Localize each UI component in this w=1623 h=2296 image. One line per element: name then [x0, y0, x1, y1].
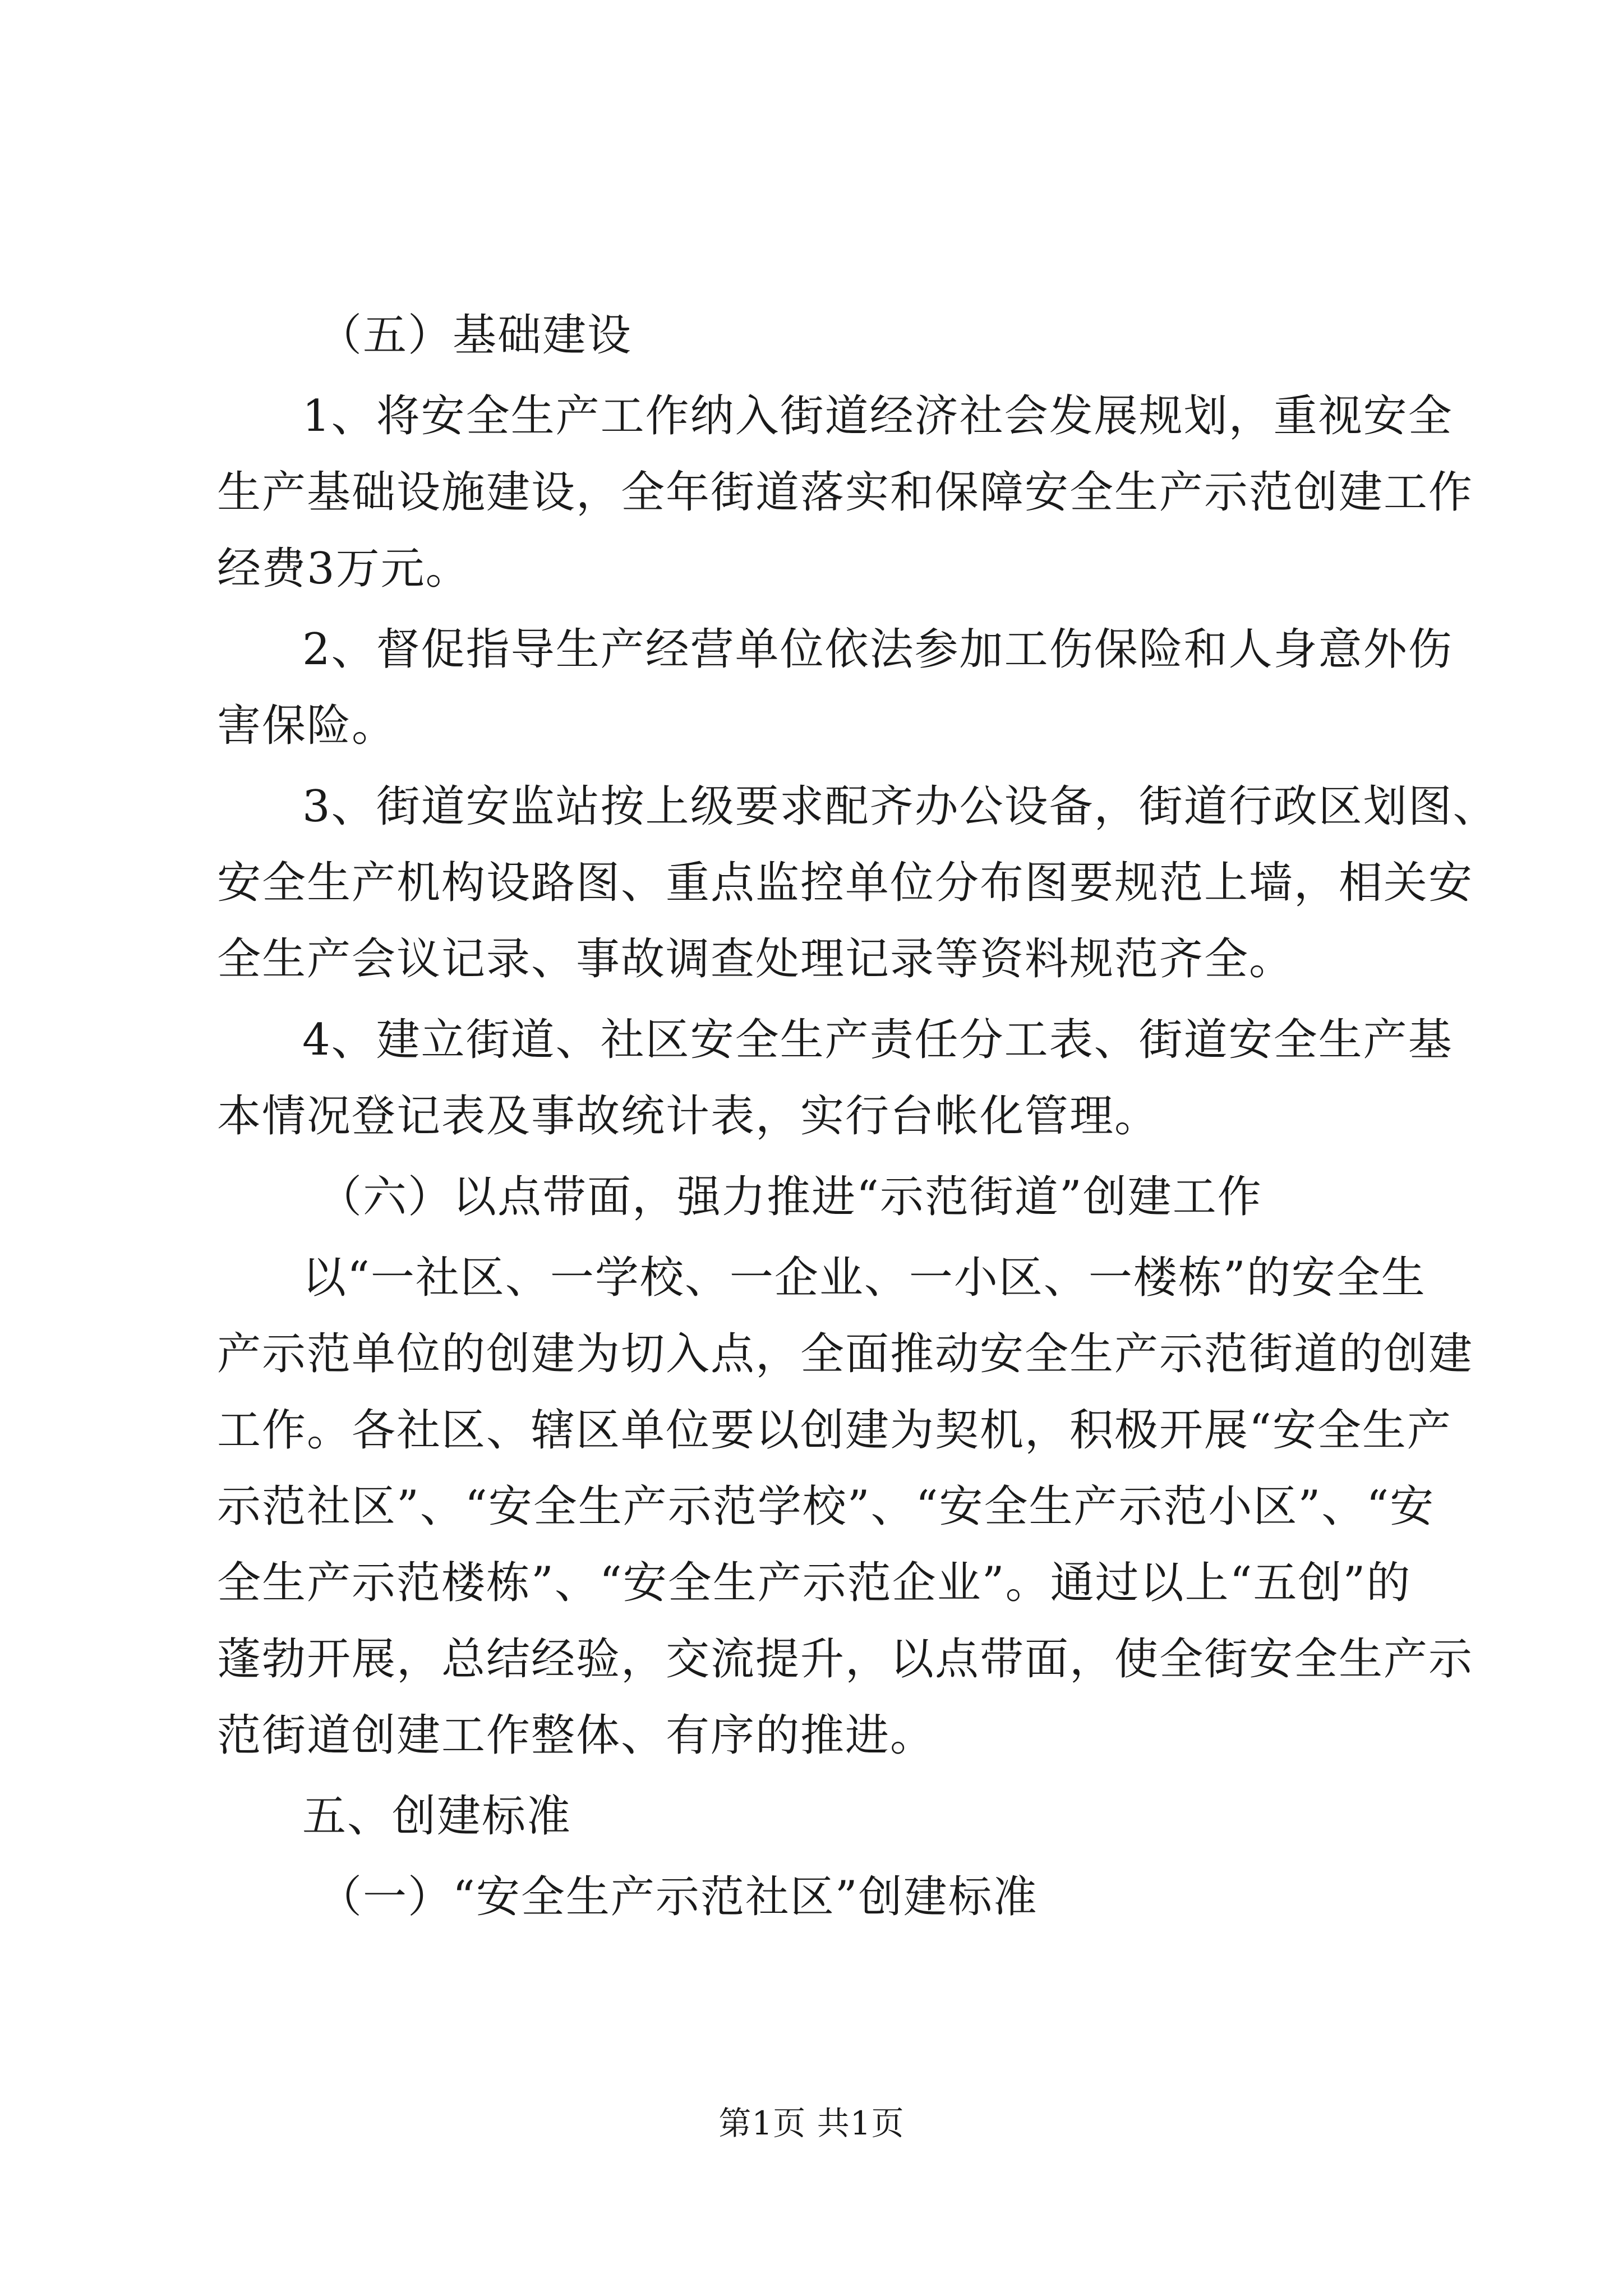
paragraph-1-line-2: 生产基础设施建设，全年街道落实和保障安全生产示范创建工作 — [217, 467, 1474, 518]
section-heading-infrastructure: （五）基础建设 — [318, 310, 633, 361]
paragraph-5-line-7: 范街道创建工作整体、有序的推进。 — [217, 1710, 935, 1761]
paragraph-5-line-5: 全生产示范楼栋”、“安全生产示范企业”。通过以上“五创”的 — [217, 1558, 1412, 1608]
paragraph-3-line-1: 3、街道安监站按上级要求配齐办公设备，街道行政区划图、 — [302, 781, 1498, 832]
paragraph-5-line-1: 以“一社区、一学校、一企业、一小区、一楼栋”的安全生 — [302, 1253, 1426, 1303]
paragraph-1-line-1: 1、将安全生产工作纳入街道经济社会发展规划，重视安全 — [302, 391, 1453, 441]
document-body — [217, 297, 1498, 1935]
paragraph-1-line-3: 经费3万元。 — [217, 544, 471, 594]
paragraph-4-line-1: 4、建立街道、社区安全生产责任分工表、街道安全生产基 — [302, 1015, 1453, 1065]
page-footer: 第1页 共1页 — [718, 2104, 905, 2142]
paragraph-5-line-4: 示范社区”、“安全生产示范学校”、“安全生产示范小区”、“安 — [217, 1481, 1435, 1532]
section-heading-standards: 五、创建标准 — [302, 1791, 572, 1842]
subsection-heading-community-standard: （一）“安全生产示范社区”创建标准 — [318, 1872, 1038, 1922]
paragraph-5-line-2: 产示范单位的创建为切入点，全面推动安全生产示范街道的创建 — [217, 1329, 1474, 1379]
paragraph-2-line-1: 2、督促指导生产经营单位依法参加工伤保险和人身意外伤 — [302, 624, 1453, 675]
paragraph-3-line-2: 安全生产机构设路图、重点监控单位分布图要规范上墙，相关安 — [217, 858, 1474, 908]
paragraph-4-line-2: 本情况登记表及事故统计表，实行台帐化管理。 — [217, 1091, 1160, 1142]
paragraph-5-line-3: 工作。各社区、辖区单位要以创建为契机，积极开展“安全生产 — [217, 1405, 1452, 1456]
paragraph-5-line-6: 蓬勃开展，总结经验，交流提升，以点带面，使全街安全生产示 — [217, 1634, 1474, 1685]
section-heading-demonstration: （六）以点带面，强力推进“示范街道”创建工作 — [318, 1172, 1262, 1222]
paragraph-3-line-3: 全生产会议记录、事故调查处理记录等资料规范齐全。 — [217, 934, 1294, 984]
paragraph-2-line-2: 害保险。 — [217, 701, 397, 751]
